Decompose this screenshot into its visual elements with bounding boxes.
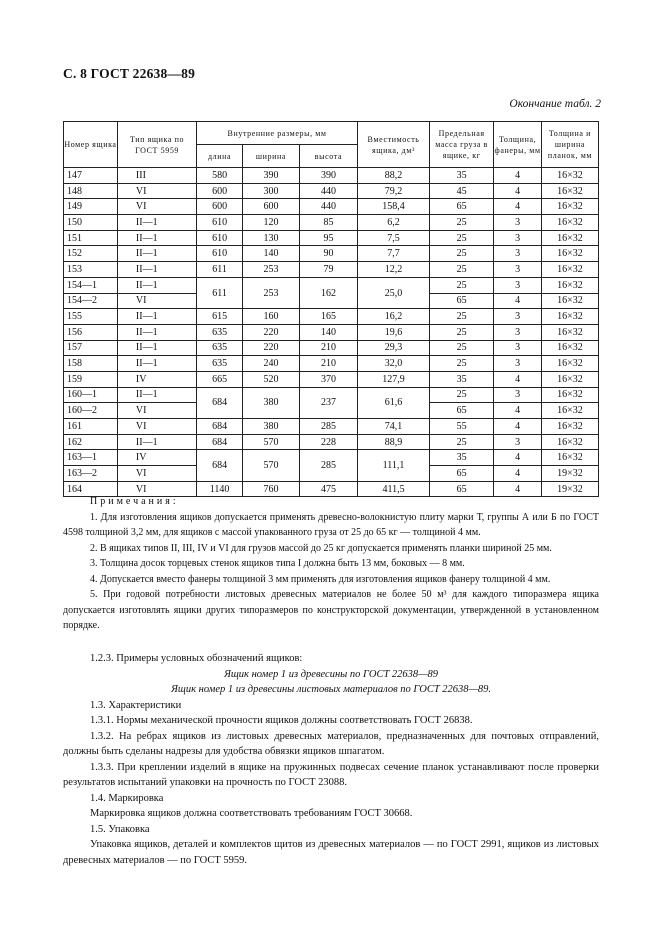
table-cell: 35 (430, 450, 494, 466)
table-cell: 154—1 (64, 277, 118, 293)
table-cell: VI (117, 481, 196, 497)
table-cell: 65 (430, 481, 494, 497)
table-cell: 25 (430, 434, 494, 450)
table-cell: 4 (494, 419, 542, 435)
table-cell: 6,2 (357, 215, 429, 231)
table-cell: 19×32 (541, 481, 598, 497)
table-cell: 163—1 (64, 450, 118, 466)
table-cell: 600 (243, 199, 300, 215)
table-cell: 16×32 (541, 356, 598, 372)
table-cell: 16×32 (541, 387, 598, 403)
table-cell: 684 (197, 450, 243, 481)
table-cell: 4 (494, 183, 542, 199)
table-cell: 610 (197, 215, 243, 231)
note-2: 2. В ящиках типов II, III, IV и VI для грузов массой до 25 кг допускается применять планки шириной 25 мм. (90, 542, 552, 554)
col-plywood-header: Толщина, фанеры, мм (494, 122, 542, 168)
table-cell: 16×32 (541, 293, 598, 309)
table-cell: II—1 (117, 387, 196, 403)
note-3: 3. Толщина досок торцевых стенок ящиков типа I должна быть 13 мм, боковых — 8 мм. (90, 558, 465, 569)
table-cell: 520 (243, 371, 300, 387)
table-cell: 159 (64, 371, 118, 387)
col-number-header: Номер ящика (64, 122, 118, 168)
table-cell: 147 (64, 168, 118, 184)
table-cell: 65 (430, 199, 494, 215)
table-cell: 12,2 (357, 262, 429, 278)
table-cell: 79 (299, 262, 357, 278)
para-1-3-3: 1.3.3. При креплении изделий в ящике на пружинных подвесах сечение планок устанавливают после проверки результатов испытаний упаковки на прочность по ГОСТ 23088. (63, 761, 599, 788)
table-cell: 88,2 (357, 168, 429, 184)
table-cell: 220 (243, 340, 300, 356)
table-cell: 611 (197, 262, 243, 278)
table-cell: VI (117, 466, 196, 482)
table-cell: 25 (430, 309, 494, 325)
table-cell: 25 (430, 246, 494, 262)
table-cell: 55 (430, 419, 494, 435)
table-cell: 380 (243, 387, 300, 418)
dimensions-table (63, 121, 599, 497)
table-cell: 90 (299, 246, 357, 262)
table-cell: 253 (243, 262, 300, 278)
table-cell: 160—2 (64, 403, 118, 419)
table-cell: 16×32 (541, 246, 598, 262)
example-2: Ящик номер 1 из древесины листовых материалов по ГОСТ 22638—89. (171, 684, 491, 695)
table-cell: VI (117, 183, 196, 199)
table-cell: 160 (243, 309, 300, 325)
table-cell: 240 (243, 356, 300, 372)
table-cell: 120 (243, 215, 300, 231)
table-cell: 19×32 (541, 466, 598, 482)
table-cell: 570 (243, 450, 300, 481)
para-1-2-3: 1.2.3. Примеры условных обозначений ящиков: (90, 653, 303, 664)
table-cell: 7,7 (357, 246, 429, 262)
table-cell: 4 (494, 293, 542, 309)
table-cell: II—1 (117, 340, 196, 356)
table-cell: 228 (299, 434, 357, 450)
table-cell: 665 (197, 371, 243, 387)
table-cell: 61,6 (357, 387, 429, 418)
col-length-header: длина (197, 145, 243, 168)
table-cell: 570 (243, 434, 300, 450)
table-cell: 111,1 (357, 450, 429, 481)
table-cell: 3 (494, 387, 542, 403)
table-cell: 3 (494, 340, 542, 356)
table-cell: 3 (494, 277, 542, 293)
table-cell: 4 (494, 481, 542, 497)
table-cell: 4 (494, 403, 542, 419)
table-cell: 3 (494, 262, 542, 278)
table-cell: 600 (197, 183, 243, 199)
note-4: 4. Допускается вместо фанеры толщиной 3 мм применять для изготовления ящиков фанеру толщиной 4 мм. (90, 573, 551, 585)
table-cell: 65 (430, 293, 494, 309)
table-cell: 19,6 (357, 324, 429, 340)
table-cell: II—1 (117, 215, 196, 231)
table-cell: 615 (197, 309, 243, 325)
para-1-4: Маркировка ящиков должна соответствовать требованиям ГОСТ 30668. (90, 808, 413, 819)
table-cell: 16×32 (541, 183, 598, 199)
table-cell: 475 (299, 481, 357, 497)
example-1: Ящик номер 1 из древесины по ГОСТ 22638—89 (223, 668, 438, 680)
notes-title: Примечания: (90, 496, 179, 507)
table-cell: 16×32 (541, 403, 598, 419)
table-row (64, 262, 599, 278)
table-cell: II—1 (117, 356, 196, 372)
para-1-5: Упаковка ящиков, деталей и комплектов щитов из древесных материалов — по ГОСТ 2991, ящиков из листовых древесных материалов — по ГОСТ 5959. (63, 839, 599, 866)
table-cell: 35 (430, 168, 494, 184)
table-cell: 300 (243, 183, 300, 199)
table-cell: 390 (299, 168, 357, 184)
table-cell: III (117, 168, 196, 184)
table-row (64, 387, 599, 403)
table-cell: 140 (299, 324, 357, 340)
table-row (64, 434, 599, 450)
table-caption: Окончание табл. 2 (509, 98, 601, 110)
table-cell: 440 (299, 183, 357, 199)
table-cell: II—1 (117, 324, 196, 340)
table-cell: 684 (197, 387, 243, 418)
table-row (64, 230, 599, 246)
table-cell: 127,9 (357, 371, 429, 387)
table-cell: 4 (494, 466, 542, 482)
table-row (64, 246, 599, 262)
table-cell: 600 (197, 199, 243, 215)
table-cell: 16×32 (541, 230, 598, 246)
table-cell: 610 (197, 230, 243, 246)
table-cell: 3 (494, 324, 542, 340)
table-cell: 3 (494, 309, 542, 325)
table-cell: 160—1 (64, 387, 118, 403)
note-5: 5. При годовой потребности листовых древесных материалов не более 50 м³ для каждого типоразмера ящика допускается изготовлять ящики других типоразмеров по конструкторской документации, утвержденной в установленном порядке. (63, 589, 599, 631)
table-cell: 210 (299, 340, 357, 356)
table-cell: 16×32 (541, 324, 598, 340)
table-cell: 156 (64, 324, 118, 340)
table-cell: II—1 (117, 262, 196, 278)
table-cell: 150 (64, 215, 118, 231)
table-cell: 149 (64, 199, 118, 215)
table-body (64, 168, 599, 497)
table-cell: VI (117, 199, 196, 215)
heading-1-3: 1.3. Характеристики (90, 699, 182, 711)
table-cell: 16×32 (541, 450, 598, 466)
table-cell: 154—2 (64, 293, 118, 309)
table-cell: VI (117, 419, 196, 435)
table-cell: II—1 (117, 309, 196, 325)
table-row (64, 356, 599, 372)
table-cell: 16×32 (541, 199, 598, 215)
table-cell: 161 (64, 419, 118, 435)
table-cell: IV (117, 450, 196, 466)
table-cell: 16×32 (541, 371, 598, 387)
table-cell: 16×32 (541, 168, 598, 184)
table-cell: 411,5 (357, 481, 429, 497)
heading-1-5: 1.5. Упаковка (90, 823, 150, 835)
table-cell: 25 (430, 215, 494, 231)
heading-1-4: 1.4. Маркировка (90, 792, 164, 804)
table-cell: 635 (197, 340, 243, 356)
table-cell: 164 (64, 481, 118, 497)
table-cell: 88,9 (357, 434, 429, 450)
table-cell: 35 (430, 371, 494, 387)
table-cell: 25 (430, 230, 494, 246)
table-cell: 65 (430, 403, 494, 419)
para-1-3-1: 1.3.1. Нормы механической прочности ящиков должны соответствовать ГОСТ 26838. (90, 715, 473, 726)
table-cell: 153 (64, 262, 118, 278)
table-cell: 16×32 (541, 309, 598, 325)
table-cell: 16×32 (541, 434, 598, 450)
table-row (64, 324, 599, 340)
table-cell: 220 (243, 324, 300, 340)
table-cell: 45 (430, 183, 494, 199)
table-cell: 4 (494, 371, 542, 387)
table-cell: VI (117, 403, 196, 419)
table-cell: 4 (494, 450, 542, 466)
table-cell: 151 (64, 230, 118, 246)
table-cell: 237 (299, 387, 357, 418)
table-cell: 611 (197, 277, 243, 308)
table-cell: 610 (197, 246, 243, 262)
table-cell: 79,2 (357, 183, 429, 199)
table-cell: 32,0 (357, 356, 429, 372)
table-cell: 25 (430, 340, 494, 356)
table-cell: II—1 (117, 434, 196, 450)
table-cell: 140 (243, 246, 300, 262)
table-cell: 3 (494, 230, 542, 246)
table-cell: 25 (430, 277, 494, 293)
table-cell: 16,2 (357, 309, 429, 325)
table-cell: 3 (494, 434, 542, 450)
table-cell: 130 (243, 230, 300, 246)
table-row (64, 215, 599, 231)
table-cell: 25 (430, 387, 494, 403)
table-row (64, 340, 599, 356)
table-cell: 580 (197, 168, 243, 184)
table-cell: 25 (430, 324, 494, 340)
table-row (64, 309, 599, 325)
table-cell: 3 (494, 215, 542, 231)
table-cell: 7,5 (357, 230, 429, 246)
table-cell: VI (117, 293, 196, 309)
table-cell: 29,3 (357, 340, 429, 356)
col-strip-header: Толщина и ширина планок, мм (541, 122, 598, 168)
table-row (64, 450, 599, 466)
table-cell: 25 (430, 356, 494, 372)
table-cell: 635 (197, 356, 243, 372)
table-cell: 16×32 (541, 340, 598, 356)
body-text (63, 651, 599, 868)
table-row (64, 168, 599, 184)
table-cell: 1140 (197, 481, 243, 497)
table-cell: 162 (64, 434, 118, 450)
table-cell: 635 (197, 324, 243, 340)
para-1-3-2: 1.3.2. На ребрах ящиков из листовых древесных материалов, предназначенных для почтовых отправлений, должны быть сделаны надрезы для удобства обвязки ящиков шпагатом. (63, 730, 599, 757)
table-cell: 148 (64, 183, 118, 199)
table-cell: 25,0 (357, 277, 429, 308)
table-cell: 16×32 (541, 419, 598, 435)
col-type-header: Тип ящика по ГОСТ 5959 (117, 122, 196, 168)
table-cell: 370 (299, 371, 357, 387)
table-cell: 4 (494, 199, 542, 215)
table-cell: 380 (243, 419, 300, 435)
table-cell: 158,4 (357, 199, 429, 215)
table-cell: 163—2 (64, 466, 118, 482)
col-mass-header: Предельная масса груза в ящике, кг (430, 122, 494, 168)
notes-block (63, 494, 599, 634)
table-row (64, 199, 599, 215)
table-cell: IV (117, 371, 196, 387)
table-row (64, 419, 599, 435)
table-cell: 390 (243, 168, 300, 184)
table-cell: 440 (299, 199, 357, 215)
col-inner-header: Внутренние размеры, мм (197, 122, 358, 145)
table-cell: 684 (197, 419, 243, 435)
table-cell: 684 (197, 434, 243, 450)
table-cell: 4 (494, 168, 542, 184)
table-cell: 16×32 (541, 215, 598, 231)
col-height-header: высота (299, 145, 357, 168)
table-cell: 157 (64, 340, 118, 356)
table-cell: II—1 (117, 230, 196, 246)
page-header: С. 8 ГОСТ 22638—89 (63, 66, 196, 81)
table-cell: 16×32 (541, 277, 598, 293)
note-1: 1. Для изготовления ящиков допускается применять древесно-волокнистую плиту марки Т, группы А или Б по ГОСТ 4598 толщиной 3,2 мм, для ящиков с массой упакованного груза от 25 до 65 кг — толщиной 4 мм. (63, 511, 599, 538)
table-cell: 285 (299, 419, 357, 435)
col-capacity-header: Вместимость ящика, дм³ (357, 122, 429, 168)
table-cell: 158 (64, 356, 118, 372)
table-cell: 760 (243, 481, 300, 497)
table-cell: 74,1 (357, 419, 429, 435)
table-row (64, 371, 599, 387)
table-cell: 253 (243, 277, 300, 308)
table-cell: 210 (299, 356, 357, 372)
table-cell: 95 (299, 230, 357, 246)
table-cell: II—1 (117, 246, 196, 262)
table-cell: 165 (299, 309, 357, 325)
table-cell: 155 (64, 309, 118, 325)
col-width-header: ширина (243, 145, 300, 168)
table-cell: 152 (64, 246, 118, 262)
table-row (64, 277, 599, 293)
table-cell: 3 (494, 246, 542, 262)
table-cell: 162 (299, 277, 357, 308)
table-cell: 285 (299, 450, 357, 481)
table-cell: 85 (299, 215, 357, 231)
table-cell: II—1 (117, 277, 196, 293)
table-row (64, 183, 599, 199)
table-cell: 16×32 (541, 262, 598, 278)
table-cell: 25 (430, 262, 494, 278)
table-cell: 3 (494, 356, 542, 372)
table-cell: 65 (430, 466, 494, 482)
